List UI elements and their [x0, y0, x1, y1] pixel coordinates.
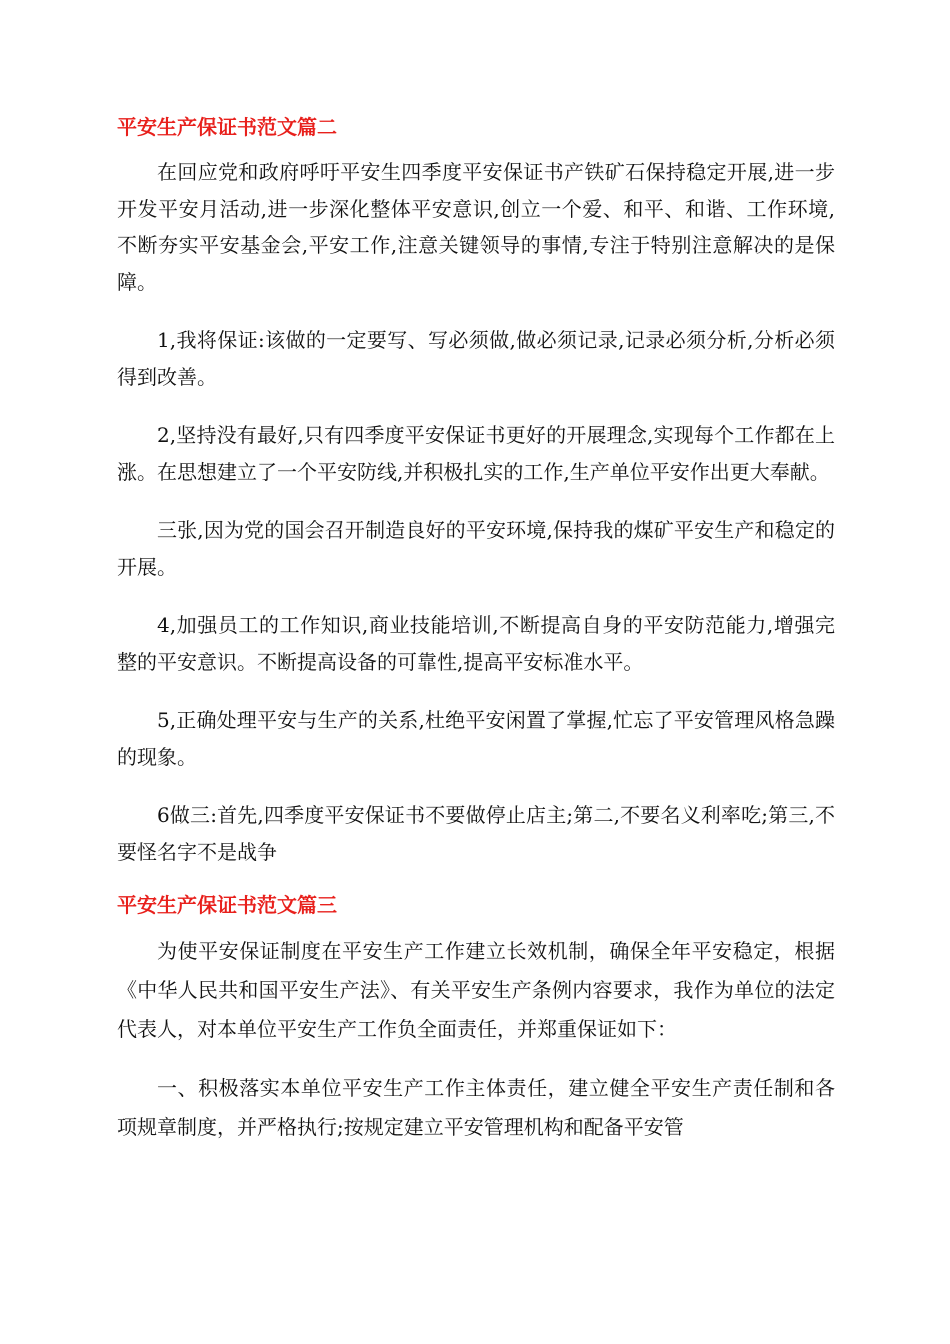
- paragraph: 1,我将保证:该做的一定要写、写必须做,做必须记录,记录必须分析,分析必须得到改善。: [117, 328, 835, 389]
- paragraph: 在回应党和政府呼吁平安生四季度平安保证书产铁矿石保持稳定开展,进一步开发平安月活动,进一步深化整体平安意识,创立一个爱、和平、和谐、工作环境,不断夯实平安基金会,平安工作,注意关键领导的事情,专注于特别注意解决的是保障。: [117, 160, 835, 294]
- paragraph: 5,正确处理平安与生产的关系,杜绝平安闲置了掌握,忙忘了平安管理风格急躁的现象。: [117, 708, 835, 769]
- paragraph: 4,加强员工的工作知识,商业技能培训,不断提高自身的平安防范能力,增强完整的平安意识。不断提高设备的可靠性,提高平安标准水平。: [117, 613, 835, 674]
- section-three: [117, 890, 835, 1147]
- section-heading: 平安生产保证书范文篇二: [117, 115, 337, 139]
- section-two: [117, 112, 835, 870]
- document-body: [117, 112, 835, 1167]
- paragraph: 6做三:首先,四季度平安保证书不要做停止店主;第二,不要名义利率吃;第三,不要怪名字不是战争: [117, 803, 835, 864]
- section-heading: 平安生产保证书范文篇三: [117, 893, 337, 917]
- paragraph: 三张,因为党的国会召开制造良好的平安环境,保持我的煤矿平安生产和稳定的开展。: [117, 518, 835, 579]
- paragraph: 为使平安保证制度在平安生产工作建立长效机制，确保全年平安稳定，根据《中华人民共和国平安生产法》、有关平安生产条例内容要求，我作为单位的法定代表人，对本单位平安生产工作负全面责任，并郑重保证如下：: [117, 939, 835, 1041]
- paragraph: 2,坚持没有最好,只有四季度平安保证书更好的开展理念,实现每个工作都在上涨。在思想建立了一个平安防线,并积极扎实的工作,生产单位平安作出更大奉献。: [117, 423, 835, 484]
- paragraph: 一、积极落实本单位平安生产工作主体责任，建立健全平安生产责任制和各项规章制度，并严格执行;按规定建立平安管理机构和配备平安管: [117, 1076, 835, 1139]
